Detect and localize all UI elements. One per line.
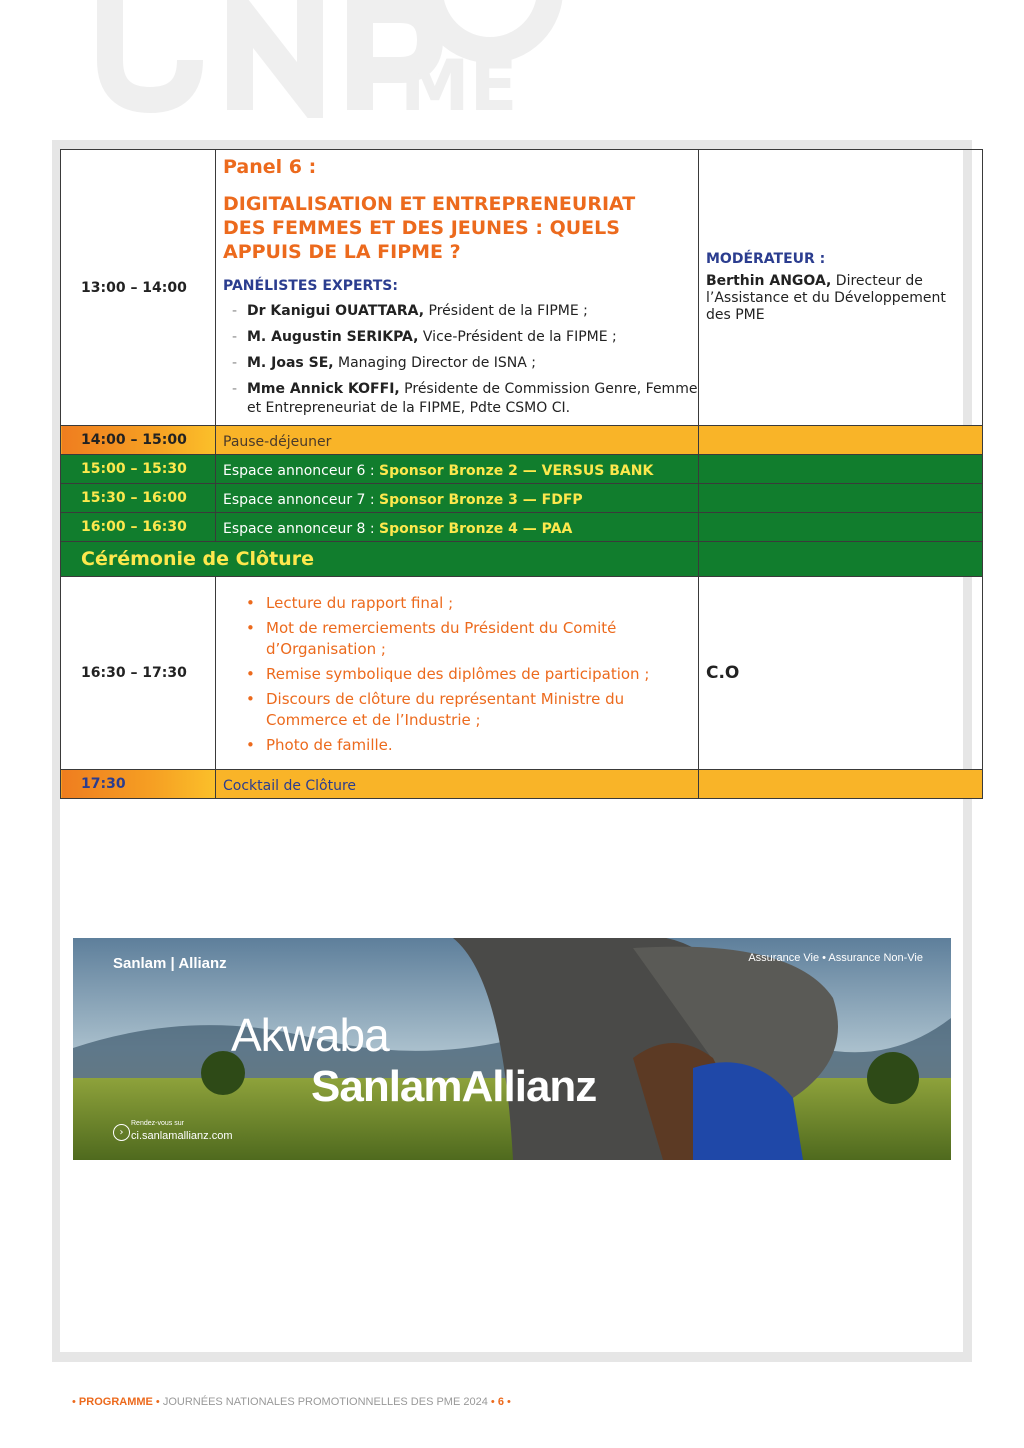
moderator-text: Berthin ANGOA, Directeur de l’Assistance et du Développement des PME: [706, 273, 946, 323]
page-number: 6: [497, 1396, 504, 1408]
expert-item: - Mme Annick KOFFI, Présidente de Commission Genre, Femme et Entrepreneuriat de la FIPME, Pdte CSMO CI.: [232, 380, 698, 418]
moderator-cell: [699, 150, 983, 426]
jnpme-watermark-logo: [70, 0, 590, 118]
panel-subject: DIGITALISATION ET ENTREPRENEURIAT DES FEMMES ET DES JEUNES : QUELS APPUIS DE LA FIPME ?: [223, 193, 636, 263]
cocktail-row: [61, 770, 983, 799]
time-cell: 15:00 – 15:30: [61, 455, 216, 484]
moderator-heading: MODÉRATEUR :: [706, 251, 826, 267]
arrow-right-icon: ›: [113, 1124, 130, 1141]
time-cell: 15:30 – 16:00: [61, 484, 216, 513]
sponsor-row: [61, 455, 983, 484]
closing-items: [216, 577, 699, 770]
expert-item: - Dr Kanigui OUATTARA, Président de la FIPME ;: [232, 302, 698, 321]
closing-item: • Discours de clôture du représentant Ministre du Commerce et de l’Industrie ;: [246, 689, 678, 731]
experts-heading: PANÉLISTES EXPERTS:: [223, 278, 398, 294]
lunch-label: Pause-déjeuner: [223, 433, 332, 450]
time-cell: 16:30 – 17:30: [61, 577, 216, 770]
page-footer: • PROGRAMME • JOURNÉES NATIONALES PROMOTIONNELLES DES PME 2024 • 6 •: [72, 1396, 511, 1408]
experts-list: [216, 302, 698, 418]
time-cell: 17:30: [61, 770, 216, 799]
closing-item: • Remise symbolique des diplômes de participation ;: [246, 664, 678, 685]
panel-row: [61, 150, 983, 426]
panel-content: [216, 150, 699, 426]
lunch-row: [61, 426, 983, 455]
sponsor-row: [61, 484, 983, 513]
closing-item: • Photo de famille.: [246, 735, 678, 756]
ceremony-row: [61, 542, 983, 577]
footer-event: JOURNÉES NATIONALES PROMOTIONNELLES DES PME 2024: [162, 1396, 488, 1408]
sponsor-label: Espace annonceur 6 : Sponsor Bronze 2 — VERSUS BANK: [223, 462, 654, 479]
cocktail-label: Cocktail de Clôture: [223, 777, 357, 794]
ad-rdv-text: Rendez-vous sur: [131, 1120, 184, 1127]
closing-row: [61, 577, 983, 770]
ad-url[interactable]: ci.sanlamallianz.com: [131, 1130, 233, 1142]
sponsor-label: Espace annonceur 7 : Sponsor Bronze 3 — FDFP: [223, 491, 583, 508]
svg-text:ME: ME: [400, 45, 518, 118]
closing-list: [216, 593, 698, 756]
expert-item: - M. Augustin SERIKPA, Vice-Président de la FIPME ;: [232, 328, 698, 347]
expert-item: - M. Joas SE, Managing Director de ISNA ;: [232, 354, 698, 373]
sponsor-label: Espace annonceur 8 : Sponsor Bronze 4 — PAA: [223, 520, 573, 537]
closing-item: • Mot de remerciements du Président du Comité d’Organisation ;: [246, 618, 678, 660]
sponsor-row: [61, 513, 983, 542]
ad-headline-akwaba: Akwaba: [231, 1009, 389, 1061]
ad-brand-logo: Sanlam | Allianz: [113, 955, 227, 972]
ceremony-title: Cérémonie de Clôture: [81, 548, 314, 570]
footer-section: PROGRAMME: [78, 1396, 153, 1408]
program-table: [60, 149, 983, 799]
closing-item: • Lecture du rapport final ;: [246, 593, 678, 614]
ad-headline-brand: SanlamAllianz: [311, 1062, 597, 1111]
panel-title: Panel 6 :: [223, 156, 317, 178]
sanlam-allianz-ad-banner: [73, 938, 951, 1160]
time-cell: 16:00 – 16:30: [61, 513, 216, 542]
time-cell: 13:00 – 14:00: [61, 150, 216, 426]
responsible-label: C.O: [706, 663, 740, 683]
time-cell: 14:00 – 15:00: [61, 426, 216, 455]
ad-tagline: Assurance Vie • Assurance Non-Vie: [748, 952, 923, 964]
